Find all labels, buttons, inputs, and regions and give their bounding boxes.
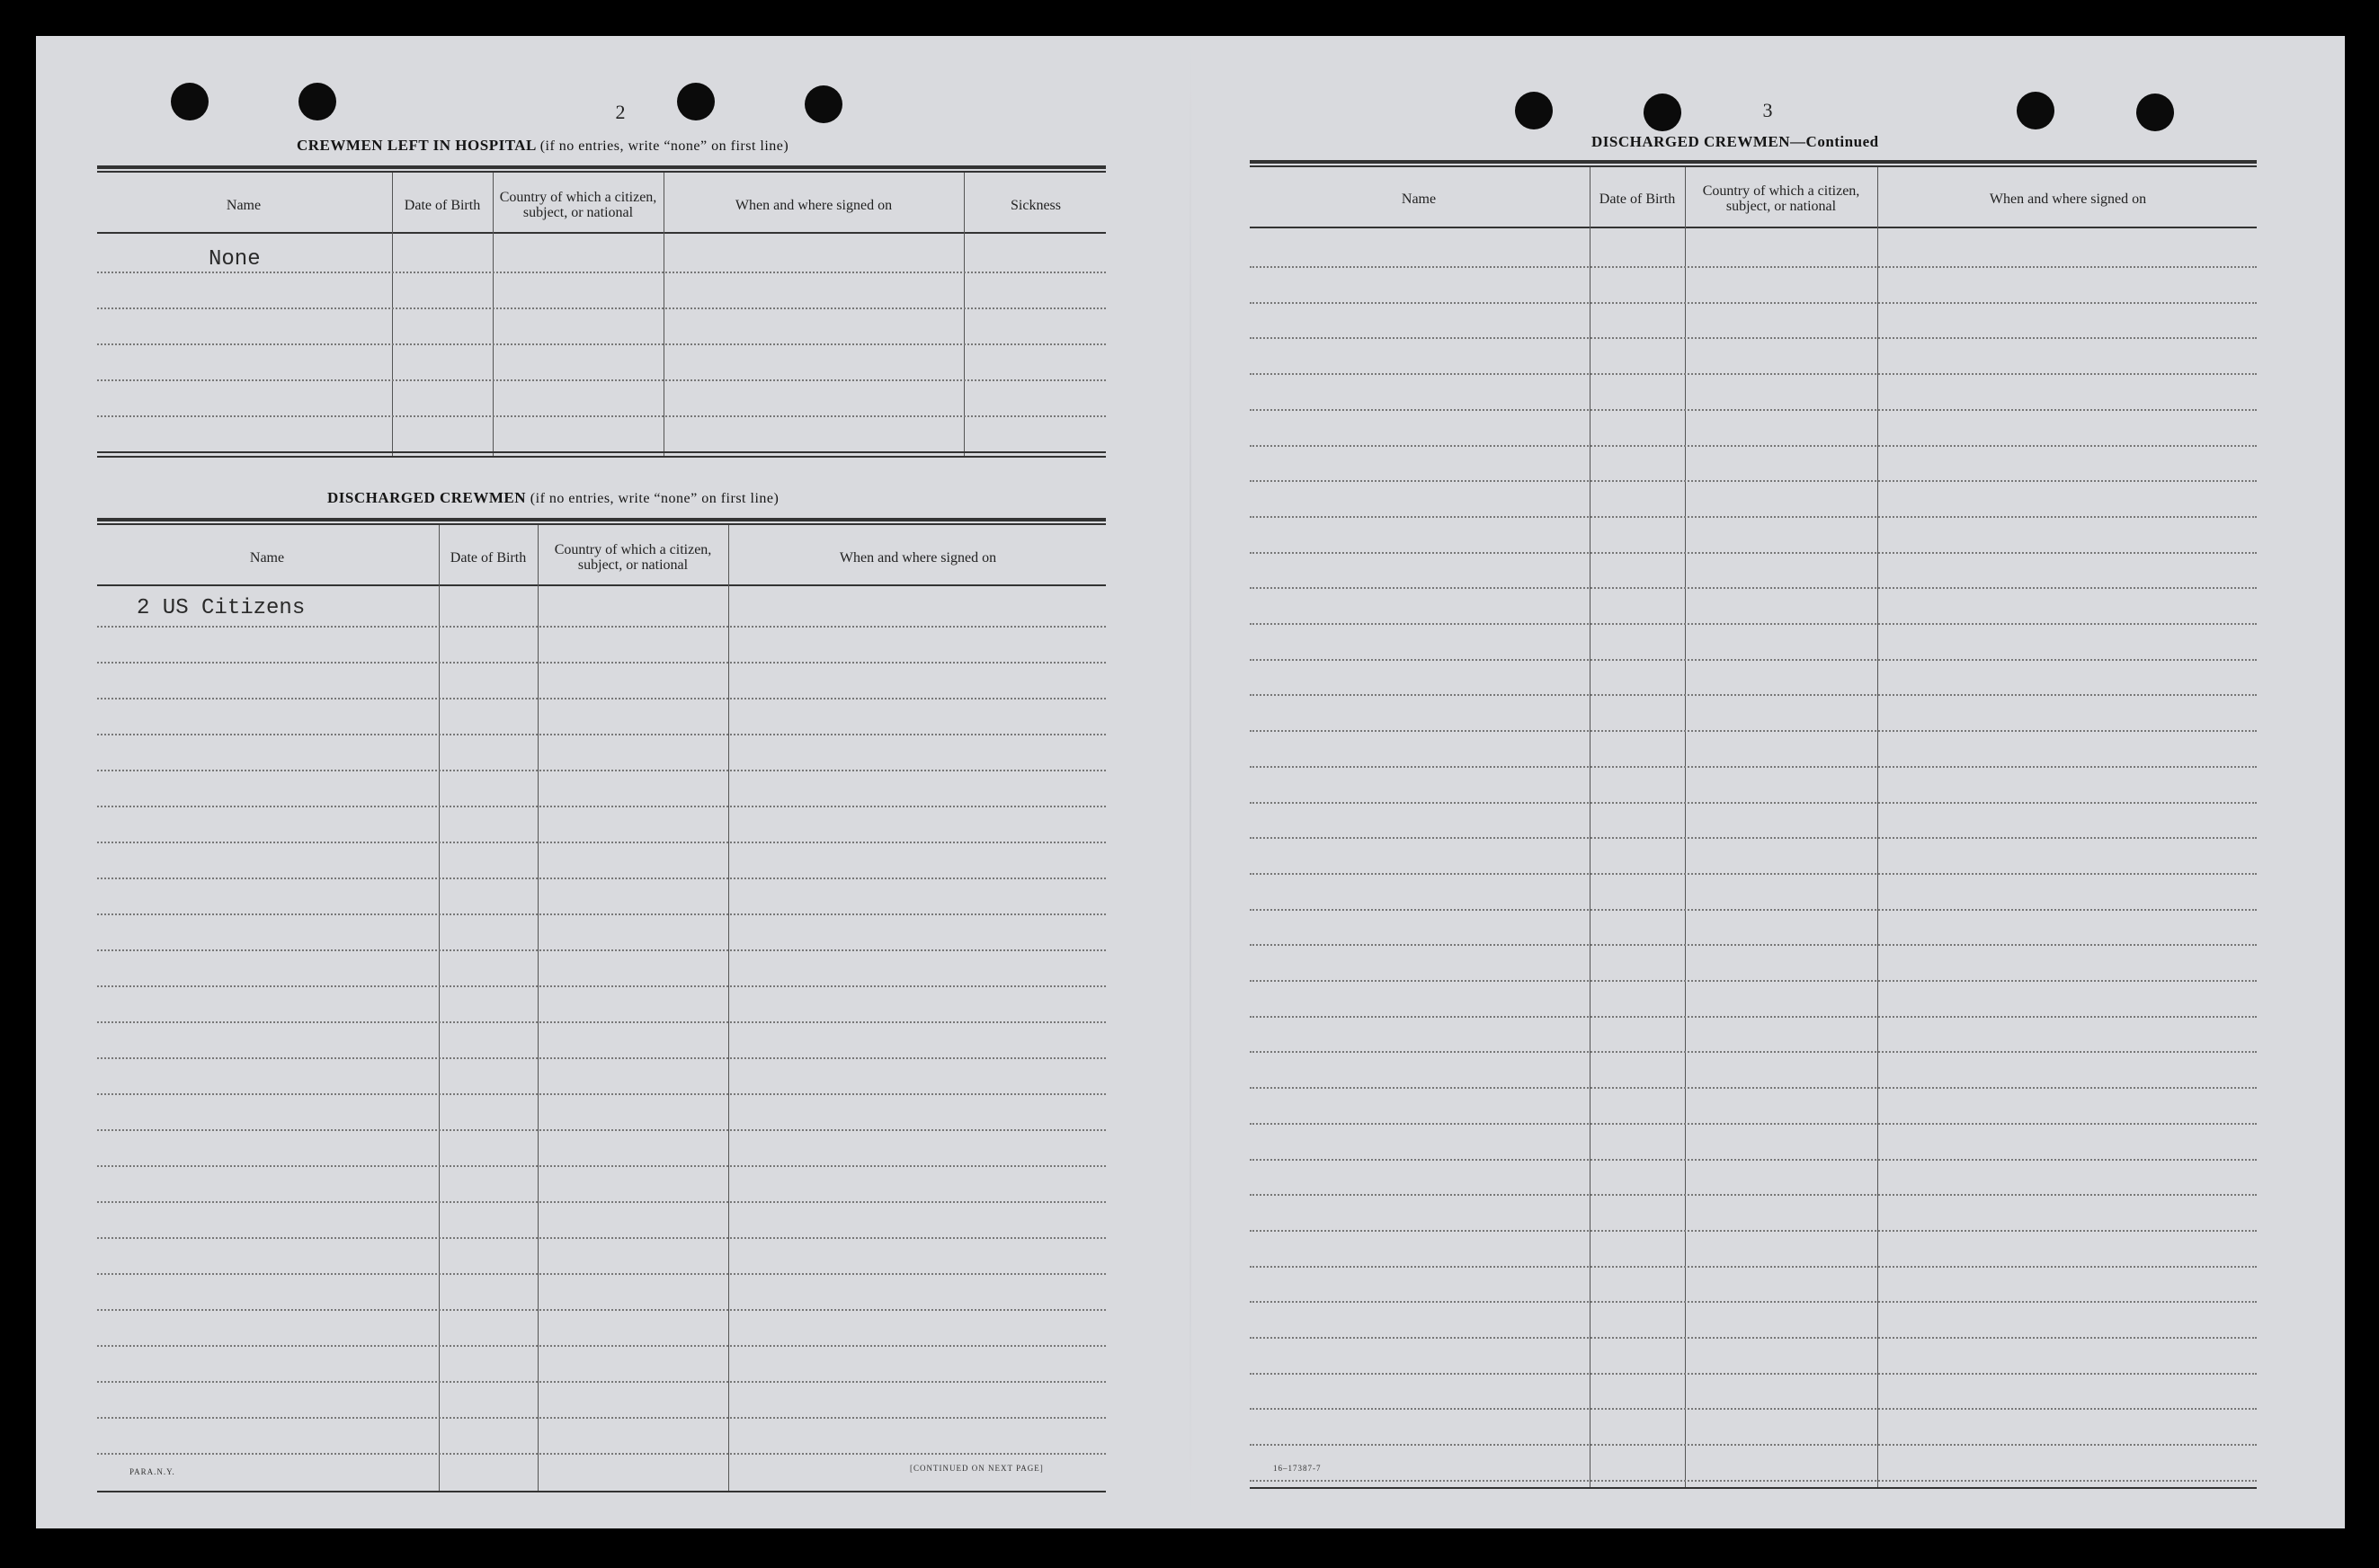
form-line <box>97 626 1106 628</box>
form-line <box>97 770 1106 771</box>
punch-hole-icon <box>805 85 842 123</box>
table-rule <box>97 1491 1106 1492</box>
discharged-continued-title <box>1591 133 1879 151</box>
punch-hole-icon <box>298 83 336 120</box>
page-number-left: 2 <box>615 101 626 123</box>
table-rule <box>1250 160 2257 164</box>
discharged-entry-name: 2 US Citizens <box>137 596 306 620</box>
form-line <box>1250 302 2257 304</box>
column-divider <box>392 173 393 457</box>
form-line <box>1250 730 2257 732</box>
form-line <box>1250 1159 2257 1161</box>
discharged-title-text: DISCHARGED CREWMEN <box>327 489 527 506</box>
form-line <box>97 1057 1106 1059</box>
form-line <box>1250 480 2257 482</box>
page-number-right: 3 <box>1762 99 1773 121</box>
table-rule <box>1250 227 2257 228</box>
form-line <box>1250 1230 2257 1232</box>
table-rule <box>97 171 1106 173</box>
hospital-section-title <box>297 137 789 155</box>
form-line <box>1250 1266 2257 1268</box>
form-line <box>97 949 1106 951</box>
form-line <box>97 913 1106 915</box>
form-line <box>1250 909 2257 911</box>
punch-hole-icon <box>677 83 715 120</box>
form-line <box>1250 1373 2257 1375</box>
form-line <box>97 1093 1106 1095</box>
hospital-title-text: CREWMEN LEFT IN HOSPITAL <box>297 137 536 154</box>
hospital-entry-name: None <box>209 247 261 272</box>
hospital-header-dob: Date of Birth <box>404 197 481 213</box>
form-line <box>97 1345 1106 1347</box>
form-line <box>97 806 1106 807</box>
form-line <box>97 1381 1106 1383</box>
discharged-header-country: Country of which a citizen, subject, or national <box>554 542 712 573</box>
form-line <box>97 1165 1106 1167</box>
form-line <box>97 1237 1106 1239</box>
form-line <box>97 698 1106 699</box>
form-line <box>97 415 1106 417</box>
punch-hole-icon <box>1644 94 1681 131</box>
table-rule <box>97 584 1106 586</box>
form-line <box>1250 1087 2257 1089</box>
hospital-header-when-where: When and where signed on <box>735 197 893 213</box>
discharged-header-name: Name <box>249 549 285 566</box>
form-line <box>1250 980 2257 982</box>
form-line <box>1250 659 2257 661</box>
table-rule <box>97 165 1106 169</box>
column-divider <box>1685 167 1686 1487</box>
form-line <box>1250 1051 2257 1053</box>
form-line <box>1250 552 2257 554</box>
form-line <box>1250 516 2257 518</box>
form-line <box>1250 837 2257 839</box>
punch-hole-icon <box>2017 92 2054 129</box>
form-line <box>97 662 1106 664</box>
footer-printer-mark: PARA.N.Y. <box>129 1467 175 1476</box>
form-line <box>1250 1444 2257 1446</box>
form-line <box>1250 1016 2257 1018</box>
discharged-title-note: (if no entries, write “none” on first line) <box>530 491 780 506</box>
form-line <box>1250 1301 2257 1303</box>
form-line <box>1250 337 2257 339</box>
footer-continued: [CONTINUED ON NEXT PAGE] <box>910 1464 1044 1473</box>
discharged-continued-text: DISCHARGED CREWMEN—Continued <box>1591 133 1879 150</box>
table-rule <box>97 451 1106 453</box>
column-divider <box>1877 167 1878 1487</box>
right-header-dob: Date of Birth <box>1599 191 1676 207</box>
form-line <box>97 985 1106 987</box>
hospital-header-sickness: Sickness <box>1011 197 1061 213</box>
form-line <box>1250 1123 2257 1125</box>
page-fold <box>1190 36 1191 1528</box>
form-line <box>97 1309 1106 1311</box>
table-rule <box>97 232 1106 234</box>
table-rule <box>97 523 1106 525</box>
punch-hole-icon <box>171 83 209 120</box>
form-line <box>97 1273 1106 1275</box>
form-line <box>1250 766 2257 768</box>
form-line <box>97 842 1106 843</box>
form-line <box>97 734 1106 735</box>
form-line <box>1250 587 2257 589</box>
footer-form-number: 16–17387-7 <box>1273 1464 1322 1473</box>
hospital-header-country: Country of which a citizen, subject, or national <box>499 190 657 220</box>
form-line <box>1250 373 2257 375</box>
table-rule <box>97 456 1106 458</box>
form-line <box>97 379 1106 381</box>
right-header-when-where: When and where signed on <box>1989 191 2147 207</box>
discharged-header-dob: Date of Birth <box>450 549 527 566</box>
punch-hole-icon <box>1515 92 1553 129</box>
punch-hole-icon <box>2136 94 2174 131</box>
form-line <box>97 1453 1106 1455</box>
form-line <box>1250 445 2257 447</box>
form-line <box>97 878 1106 879</box>
table-rule <box>97 518 1106 521</box>
form-line <box>1250 694 2257 696</box>
discharged-header-when-where: When and where signed on <box>839 549 997 566</box>
form-line <box>1250 266 2257 268</box>
form-line <box>97 272 1106 273</box>
form-line <box>1250 802 2257 804</box>
form-line <box>1250 409 2257 411</box>
form-line <box>1250 944 2257 946</box>
form-line <box>97 343 1106 345</box>
hospital-title-note: (if no entries, write “none” on first line) <box>539 138 789 154</box>
form-line <box>1250 873 2257 875</box>
column-divider <box>493 173 494 457</box>
table-rule <box>1250 165 2257 167</box>
form-line <box>1250 1408 2257 1410</box>
form-line <box>97 1021 1106 1023</box>
form-line <box>97 1129 1106 1131</box>
right-header-name: Name <box>1401 191 1437 207</box>
right-header-country: Country of which a citizen, subject, or national <box>1702 183 1860 214</box>
form-line <box>97 307 1106 309</box>
form-line <box>1250 1194 2257 1196</box>
hospital-header-name: Name <box>226 197 262 213</box>
discharged-section-title <box>327 489 779 507</box>
form-line <box>97 1417 1106 1419</box>
column-divider <box>964 173 965 457</box>
form-line <box>97 1201 1106 1203</box>
table-rule <box>1250 1487 2257 1489</box>
form-line <box>1250 1337 2257 1339</box>
form-line <box>1250 1480 2257 1482</box>
document-sheet <box>36 36 2345 1528</box>
form-line <box>1250 623 2257 625</box>
